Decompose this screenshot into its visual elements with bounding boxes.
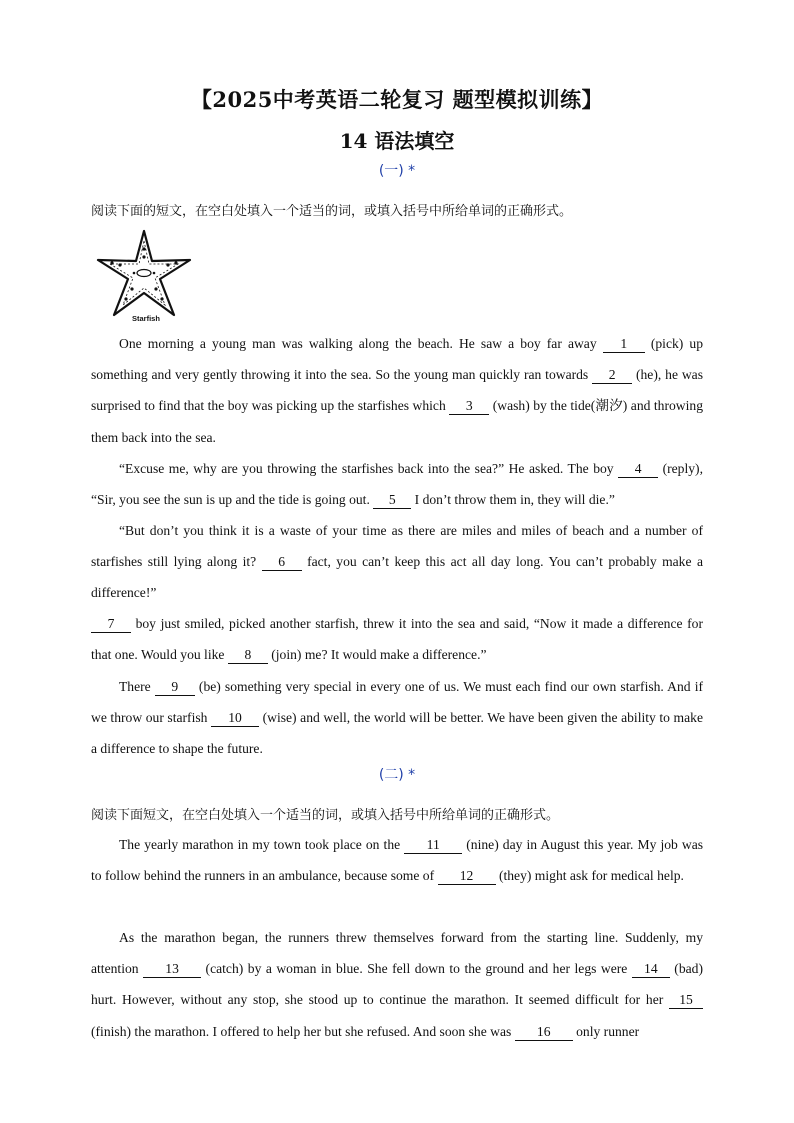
page-subtitle: 14 语法填空 bbox=[339, 129, 455, 153]
blank-8[interactable]: 8 bbox=[228, 647, 268, 664]
blank-15[interactable]: 15 bbox=[669, 992, 703, 1009]
paragraph-text: boy just smiled, picked another starfish, threw it into the sea and said, “Now it made a difference for that one. Would you like bbox=[91, 616, 703, 663]
paragraph-text: only runner bbox=[572, 1023, 640, 1039]
blank-7[interactable]: 7 bbox=[91, 616, 131, 633]
blank-13[interactable]: 13 bbox=[143, 961, 201, 978]
paragraph-text: (bad) hurt. However, without any stop, she stood up to continue the marathon. It seemed difficult for her bbox=[91, 961, 703, 1008]
paragraph-text: “Excuse me, why are you throwing the starfishes back into the sea?” He asked. The boy bbox=[119, 461, 619, 476]
paragraph-text: fact, you can’t keep this act all day long. You can’t probably make a difference!” bbox=[91, 554, 703, 601]
blank-1[interactable]: 1 bbox=[603, 336, 645, 353]
paragraph-text: (finish) the marathon. I offered to help her but she refused. And soon she was bbox=[91, 1023, 515, 1039]
starfish-image bbox=[94, 227, 194, 323]
paragraph bbox=[91, 608, 703, 670]
paragraph-text: (reply), “Sir, you see the sun is up and the tide is going out. bbox=[91, 461, 703, 508]
blank-6[interactable]: 6 bbox=[262, 554, 302, 571]
paragraph bbox=[91, 453, 703, 515]
paragraph bbox=[91, 829, 703, 891]
image-caption: Starfish bbox=[132, 314, 160, 323]
paragraph bbox=[91, 922, 703, 1047]
paragraph-text: (wise) and well, the world will be better. We have been given the ability to make a difference to shape the future. bbox=[91, 710, 703, 757]
paragraph bbox=[91, 671, 703, 765]
section-heading-1: (一) * bbox=[378, 163, 416, 179]
blank-5[interactable]: 5 bbox=[373, 492, 411, 509]
paragraph-text: (catch) by a woman in blue. She fell down to the ground and her legs were bbox=[201, 961, 632, 977]
page-title: 【2025中考英语二轮复习 题型模拟训练】 bbox=[190, 87, 604, 112]
paragraph-text: (wash) by the tide(潮汐) and throwing them back into the sea. bbox=[91, 398, 703, 445]
paragraph bbox=[91, 328, 703, 453]
paragraph-text: I don’t throw them in, they will die.” bbox=[411, 492, 615, 508]
blank-4[interactable]: 4 bbox=[618, 461, 658, 478]
paragraph-text: There bbox=[119, 679, 155, 694]
blank-10[interactable]: 10 bbox=[211, 710, 259, 727]
paragraph-text: (pick) up something and very gently throwing it into the sea. So the young man quickly ran towards bbox=[91, 336, 703, 383]
section-instruction-1: 阅读下面的短文，在空白处填入一个适当的词，或填入括号中所给单词的正确形式。 bbox=[91, 204, 573, 219]
paragraph-text: One morning a young man was walking along the beach. He saw a boy far away bbox=[119, 336, 603, 351]
blank-14[interactable]: 14 bbox=[632, 961, 670, 978]
paragraph-text: (he), he was surprised to find that the boy was picking up the starfishes which bbox=[91, 367, 703, 414]
section-heading-2: (二) * bbox=[378, 767, 416, 783]
section-instruction-2: 阅读下面短文，在空白处填入一个适当的词，或填入括号中所给单词的正确形式。 bbox=[91, 808, 560, 823]
blank-16[interactable]: 16 bbox=[515, 1024, 573, 1041]
blank-2[interactable]: 2 bbox=[592, 367, 632, 384]
paragraph-text: As the marathon began, the runners threw themselves forward from the starting line. Suddenly, my attention bbox=[91, 930, 703, 977]
blank-9[interactable]: 9 bbox=[155, 679, 195, 696]
paragraph-text: (nine) day in August this year. My job was to follow behind the runners in an ambulance, because some of bbox=[91, 837, 704, 884]
paragraph bbox=[91, 515, 703, 609]
paragraph-text: The yearly marathon in my town took place on the bbox=[119, 837, 405, 852]
blank-12[interactable]: 12 bbox=[438, 868, 496, 885]
paragraph-text: (join) me? It would make a difference.” bbox=[267, 647, 487, 663]
paragraph-text: (be) something very special in every one of us. We must each find our own starfish. And if we throw our starfish bbox=[91, 679, 704, 726]
paragraph-text: “But don’t you think it is a waste of your time as there are miles and miles of beach and a number of starfishes still lying along it? bbox=[91, 523, 703, 570]
paragraph-text: (they) might ask for medical help. bbox=[495, 868, 684, 884]
blank-3[interactable]: 3 bbox=[449, 398, 489, 415]
blank-11[interactable]: 11 bbox=[404, 837, 462, 854]
